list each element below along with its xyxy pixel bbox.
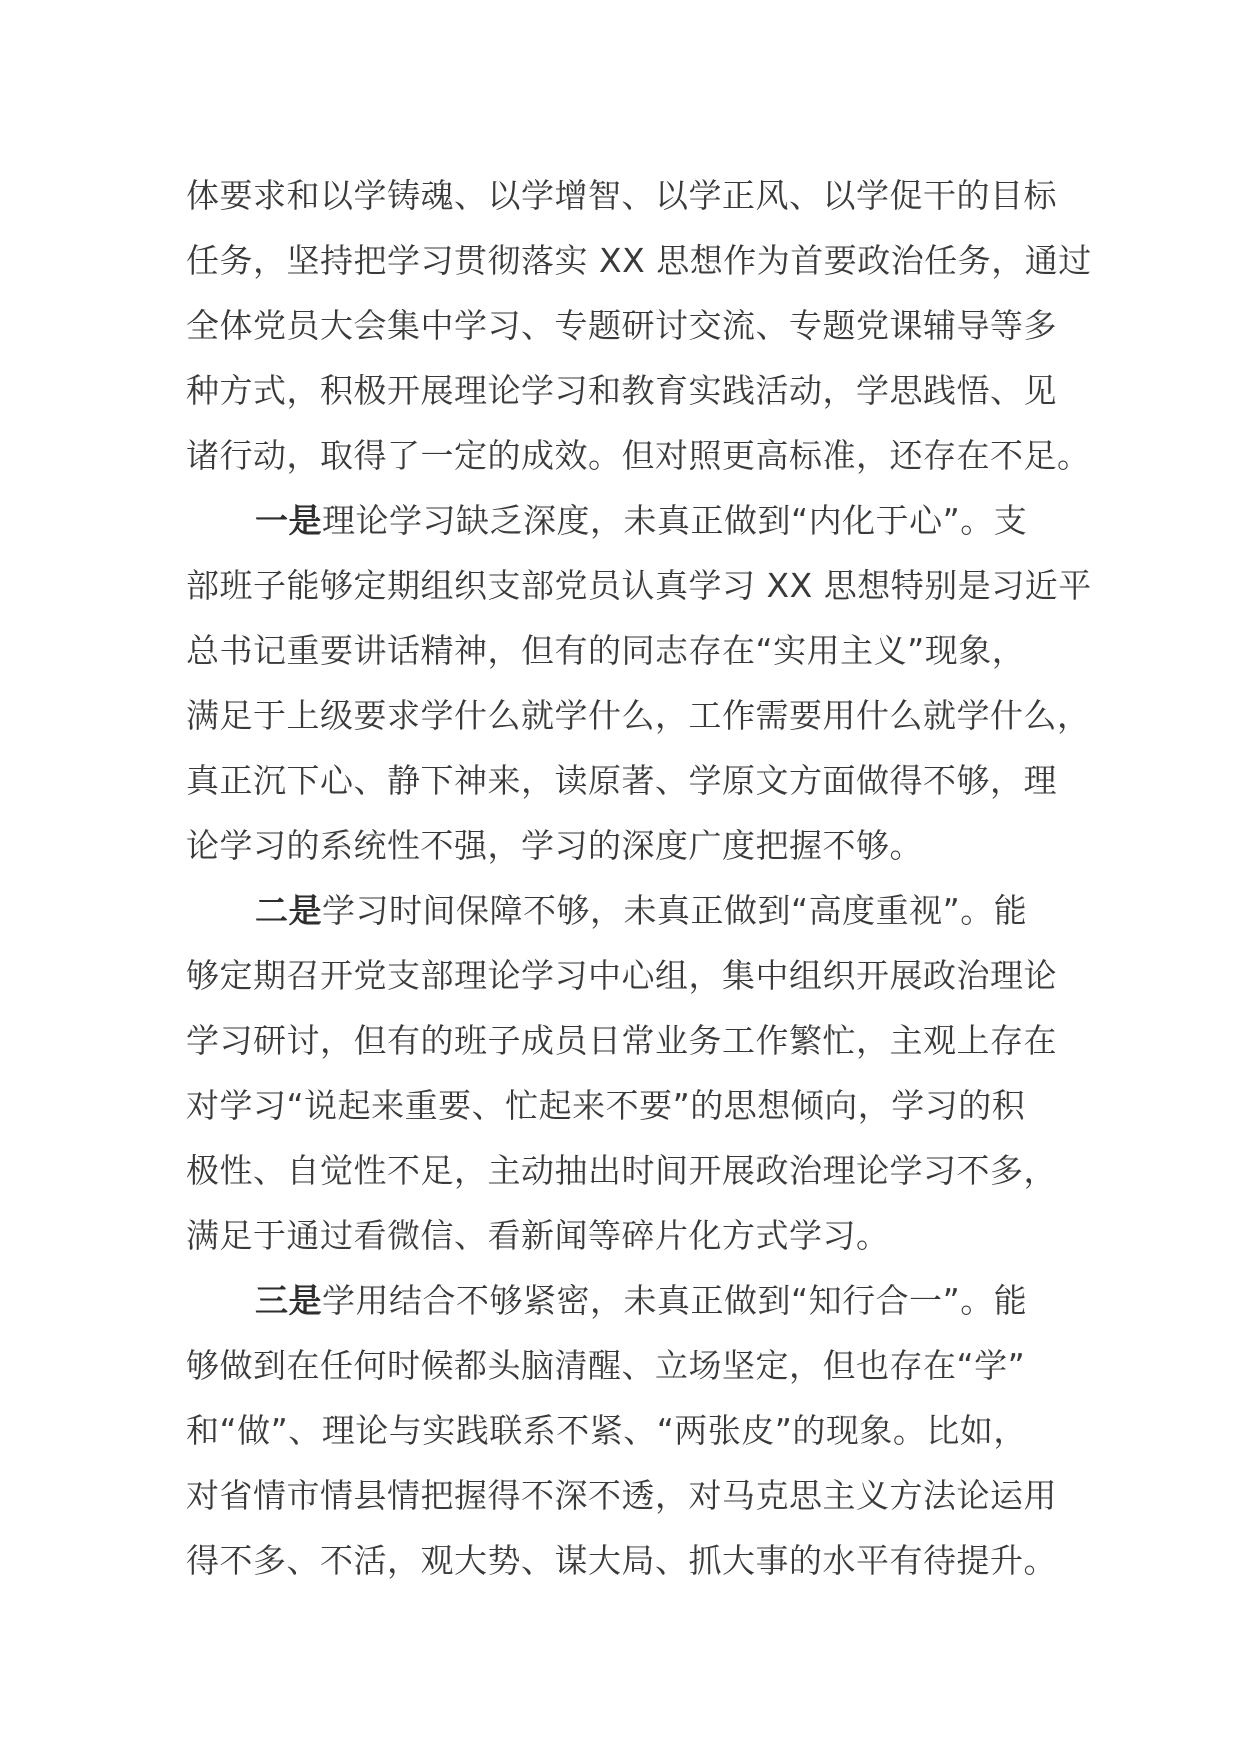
- point-two-first-line: [186, 878, 1056, 943]
- point-three-heading: 学用结合不够紧密，未真正做到“知行合一”。能: [322, 1281, 1028, 1320]
- paragraph-line: 得不多、不活，观大势、谋大局、抓大事的水平有待提升。: [186, 1541, 1057, 1580]
- paragraph-line: 对省情市情县情把握得不深不透，对马克思主义方法论运用: [186, 1476, 1057, 1515]
- point-one-lead: 一是: [255, 501, 322, 540]
- paragraph-line: 极性、自觉性不足，主动抽出时间开展政治理论学习不多，: [186, 1151, 1057, 1190]
- point-one-first-line: [186, 488, 1056, 553]
- paragraph-line: 种方式，积极开展理论学习和教育实践活动，学思践悟、见: [186, 371, 1057, 410]
- point-two-heading: 学习时间保障不够，未真正做到“高度重视”。能: [322, 891, 1028, 930]
- paragraph-line: 对学习“说起来重要、忙起来不要”的思想倾向，学习的积: [186, 1086, 1026, 1125]
- paragraph-line: 满足于通过看微信、看新闻等碎片化方式学习。: [186, 1216, 890, 1255]
- paragraph-line: 够定期召开党支部理论学习中心组，集中组织开展政治理论: [186, 956, 1057, 995]
- point-one-heading: 理论学习缺乏深度，未真正做到“内化于心”。支: [322, 501, 1028, 540]
- paragraph-line: 学习研讨，但有的班子成员日常业务工作繁忙，主观上存在: [186, 1021, 1057, 1060]
- paragraph-line: 全体党员大会集中学习、专题研讨交流、专题党课辅导等多: [186, 306, 1057, 345]
- paragraph-line: 总书记重要讲话精神，但有的同志存在“实用主义”现象，: [186, 631, 1026, 670]
- paragraph-line: 够做到在任何时候都头脑清醒、立场坚定，但也存在“学”: [186, 1346, 1026, 1385]
- paragraph-line: 部班子能够定期组织支部党员认真学习 XX 思想特别是习近平: [186, 566, 1092, 605]
- paragraph-line: 真正沉下心、静下神来，读原著、学原文方面做得不够，理: [186, 761, 1057, 800]
- paragraph-line: 任务，坚持把学习贯彻落实 XX 思想作为首要政治任务，通过: [186, 241, 1092, 280]
- paragraph-line: 和“做”、理论与实践联系不紧、“两张皮”的现象。比如，: [186, 1411, 1027, 1450]
- point-two-lead: 二是: [255, 891, 322, 930]
- paragraph-line: 诸行动，取得了一定的成效。但对照更高标准，还存在不足。: [186, 436, 1091, 475]
- document-body: [186, 163, 1092, 1593]
- point-three-first-line: [186, 1268, 1056, 1333]
- point-three-lead: 三是: [255, 1281, 322, 1320]
- paragraph-line: 论学习的系统性不强，学习的深度广度把握不够。: [186, 826, 923, 865]
- paragraph-line: 满足于上级要求学什么就学什么，工作需要用什么就学什么，: [186, 696, 1091, 735]
- paragraph-line: 体要求和以学铸魂、以学增智、以学正风、以学促干的目标: [186, 176, 1057, 215]
